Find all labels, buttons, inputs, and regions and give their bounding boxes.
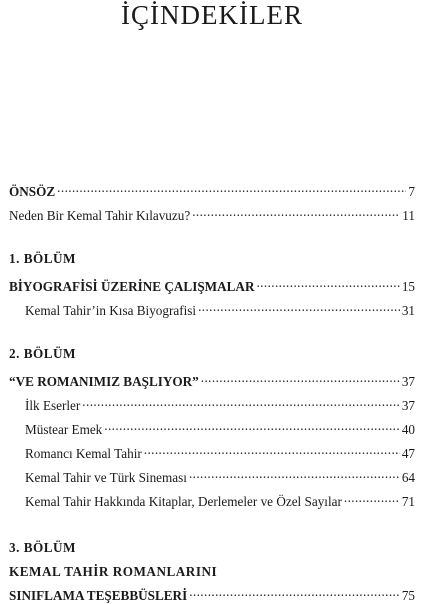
section-heading-3: 3. BÖLÜM: [9, 540, 77, 555]
toc-entry-page: 31: [401, 303, 415, 318]
toc-entry-page: 15: [401, 279, 415, 294]
dot-leader: [256, 275, 399, 291]
dot-leader: [189, 584, 400, 600]
toc-entry-label: Kemal Tahir’in Kısa Biyografisi: [25, 303, 197, 318]
dot-leader: [104, 418, 400, 434]
toc-entry-page: 64: [401, 470, 415, 485]
toc-entry-label: Neden Bir Kemal Tahir Kılavuzu?: [9, 208, 191, 223]
toc-entry-page: 75: [401, 588, 415, 603]
section-heading-2: 2. BÖLÜM: [9, 346, 77, 361]
toc-entry-label: Kemal Tahir ve Türk Sineması: [25, 470, 187, 485]
toc-entry-label: Kemal Tahir Hakkında Kitaplar, Derlemeler ve Özel Sayılar: [25, 494, 342, 509]
toc-entry-page: 47: [401, 446, 415, 461]
toc-entry-label: ÖNSÖZ: [9, 184, 56, 199]
toc-entry-siniflama[interactable]: [9, 584, 415, 604]
toc-entry-label: Romancı Kemal Tahir: [25, 446, 142, 461]
dot-leader: [201, 370, 400, 386]
toc-entry-label: “VE ROMANIMIZ BAŞLIYOR”: [9, 374, 199, 389]
toc-entry-onsoz[interactable]: [9, 180, 415, 200]
toc-entry-page: 11: [402, 208, 415, 223]
toc-entry-label: BİYOGRAFİSİ ÜZERİNE ÇALIŞMALAR: [9, 279, 255, 294]
dot-leader: [189, 466, 400, 482]
toc-entry-label: Müstear Emek: [25, 422, 103, 437]
toc-entry-page: 7: [408, 184, 415, 199]
dot-leader: [344, 490, 400, 506]
dot-leader: [144, 442, 400, 458]
toc-entry-romanci[interactable]: [25, 442, 415, 462]
toc-entry-biyografisi[interactable]: [9, 275, 415, 295]
toc-entry-page: 40: [401, 422, 415, 437]
toc-entry-page: 37: [401, 374, 415, 389]
toc-entry-page: 71: [401, 494, 415, 509]
dot-leader: [198, 299, 400, 315]
section-heading-1: 1. BÖLÜM: [9, 251, 77, 266]
toc-entry-page: 37: [401, 398, 415, 413]
toc-entry-label: İlk Eserler: [25, 398, 81, 413]
toc-entry-mustear-emek[interactable]: [25, 418, 415, 438]
toc-entry-neden[interactable]: [9, 204, 415, 224]
dot-leader: [82, 394, 400, 410]
dot-leader: [192, 204, 400, 220]
toc-entry-kisa-biyografi[interactable]: [25, 299, 415, 319]
toc-entry-label-line1: KEMAL TAHİR ROMANLARINI: [9, 564, 218, 579]
page-title: İÇİNDEKİLER: [121, 0, 303, 30]
toc-entry-label: SINIFLAMA TEŞEBBÜSLERİ: [9, 588, 188, 603]
toc-entry-ilk-eserler[interactable]: [25, 394, 415, 414]
toc-entry-kitaplar[interactable]: [25, 490, 415, 510]
dot-leader: [57, 180, 406, 196]
toc-entry-romanimiz[interactable]: [9, 370, 415, 390]
toc-entry-sinema[interactable]: [25, 466, 415, 486]
